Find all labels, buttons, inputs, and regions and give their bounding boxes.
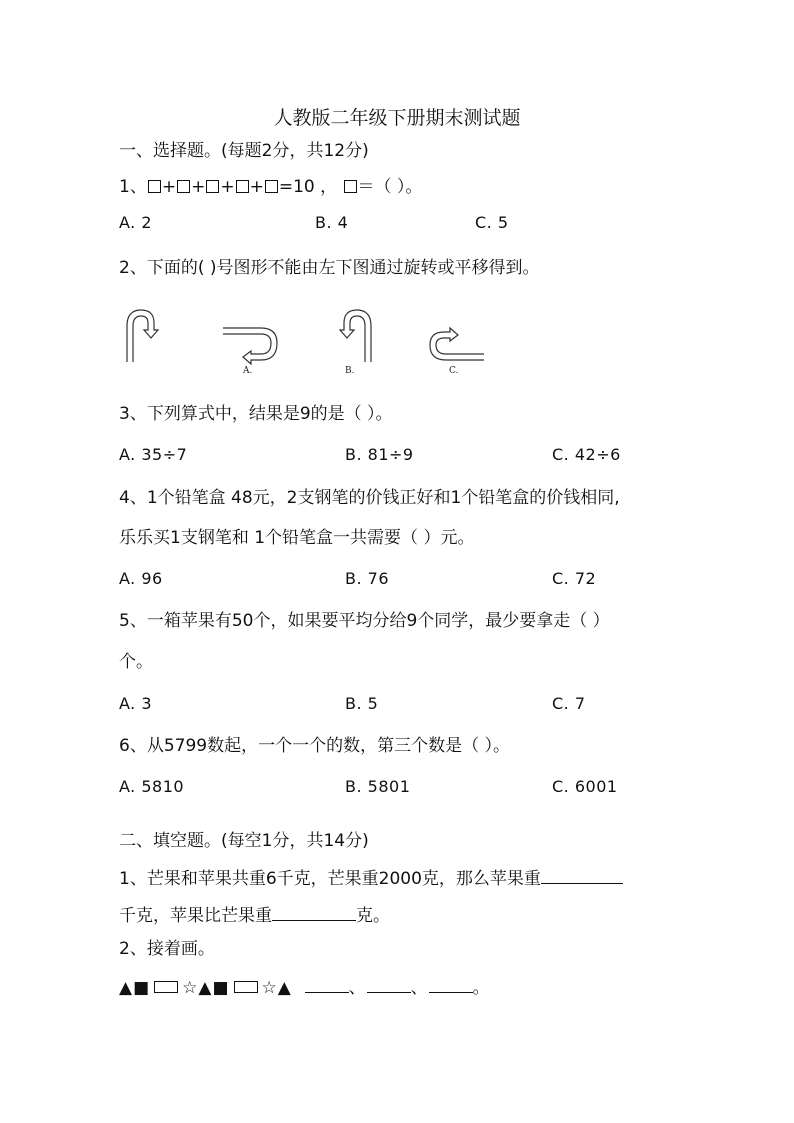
q3-option-c[interactable]: C. 42÷6 (552, 445, 621, 464)
q5-question-line1: 5、一箱苹果有50个，如果要平均分给9个同学，最少要拿走（ ） (119, 611, 610, 631)
q4-option-c[interactable]: C. 72 (552, 569, 597, 588)
blank-box-icon (148, 180, 161, 193)
answer-blank[interactable] (305, 975, 349, 993)
figure-c-hook (428, 326, 486, 362)
figure-b-label: B. (345, 366, 355, 376)
s2-q2-question: 2、接着画。 (119, 939, 215, 959)
separator: 、 (348, 978, 367, 998)
blank-box-icon (206, 180, 219, 193)
q1-option-b[interactable]: B. 4 (315, 213, 349, 232)
q4-option-a[interactable]: A. 96 (119, 569, 163, 588)
page-title: 人教版二年级下册期末测试题 (273, 107, 521, 129)
q5-option-a[interactable]: A. 3 (119, 694, 153, 713)
rectangle-icon (154, 981, 178, 993)
blank-box-icon (177, 180, 190, 193)
separator: 、 (410, 978, 429, 998)
star-triangle-icon: ☆▲ (261, 978, 292, 998)
figure-b-hook (335, 308, 375, 364)
original-hook-figure (125, 308, 165, 364)
q3-question: 3、下列算式中，结果是9的是（ ）。 (119, 404, 393, 424)
plus-sign: + (191, 177, 206, 197)
q2-figures (119, 303, 499, 383)
q3-option-b[interactable]: B. 81÷9 (345, 445, 414, 464)
figure-c-label: C. (449, 366, 459, 376)
figure-a-label: A. (243, 366, 253, 376)
q4-option-b[interactable]: B. 76 (345, 569, 390, 588)
plus-sign: + (161, 177, 177, 197)
q1-equation-tail: =10 ， (278, 177, 338, 197)
q6-question: 6、从5799数起，一个一个的数，第三个数是（ ）。 (119, 736, 510, 756)
star-triangle-square-icon: ☆▲■ (182, 978, 230, 998)
q5-option-b[interactable]: B. 5 (345, 694, 379, 713)
shape-pattern-row (119, 975, 491, 999)
q1-option-c[interactable]: C. 5 (475, 213, 509, 232)
q1-option-a[interactable]: A. 2 (119, 213, 153, 232)
q6-option-b[interactable]: B. 5801 (345, 777, 411, 796)
s2-q1-line2 (119, 903, 390, 927)
q5-question-line2: 个。 (119, 652, 153, 672)
q1-equation-part2: ＝（ ）。 (357, 177, 423, 197)
q6-option-a[interactable]: A. 5810 (119, 777, 185, 796)
plus-sign: + (249, 177, 264, 197)
answer-blank[interactable] (541, 866, 623, 884)
answer-blank[interactable] (367, 975, 411, 993)
q1-question (119, 176, 422, 198)
q3-option-a[interactable]: A. 35÷7 (119, 445, 188, 464)
rectangle-icon (234, 981, 258, 993)
s2-q1-text1: 1、芒果和苹果共重6千克，芒果重2000克，那么苹果重 (119, 869, 541, 889)
blank-box-icon (344, 180, 357, 193)
blank-box-icon (265, 180, 278, 193)
section1-heading: 一、选择题。(每题2分，共12分) (119, 141, 369, 161)
q5-option-c[interactable]: C. 7 (552, 694, 586, 713)
answer-blank[interactable] (429, 975, 473, 993)
triangle-square-icon: ▲■ (119, 978, 151, 998)
figure-a-hook (221, 326, 279, 362)
q2-question: 2、下面的( )号图形不能由左下图通过旋转或平移得到。 (119, 258, 540, 278)
s2-q1-text2: 千克，苹果比芒果重 (119, 906, 272, 926)
q6-option-c[interactable]: C. 6001 (552, 777, 618, 796)
section2-heading: 二、填空题。(每空1分，共14分) (119, 831, 369, 851)
s2-q1-text3: 克。 (356, 906, 390, 926)
plus-sign: + (220, 177, 235, 197)
q4-question-line1: 4、1个铅笔盒 48元，2支钢笔的价钱正好和1个铅笔盒的价钱相同, (119, 488, 620, 508)
blank-box-icon (236, 180, 249, 193)
end-mark: 。 (472, 978, 491, 998)
q1-prefix: 1、 (119, 177, 147, 197)
s2-q1-line1 (119, 866, 623, 890)
answer-blank[interactable] (272, 903, 356, 921)
q4-question-line2: 乐乐买1支钢笔和 1个铅笔盒一共需要（ ）元。 (119, 528, 475, 548)
